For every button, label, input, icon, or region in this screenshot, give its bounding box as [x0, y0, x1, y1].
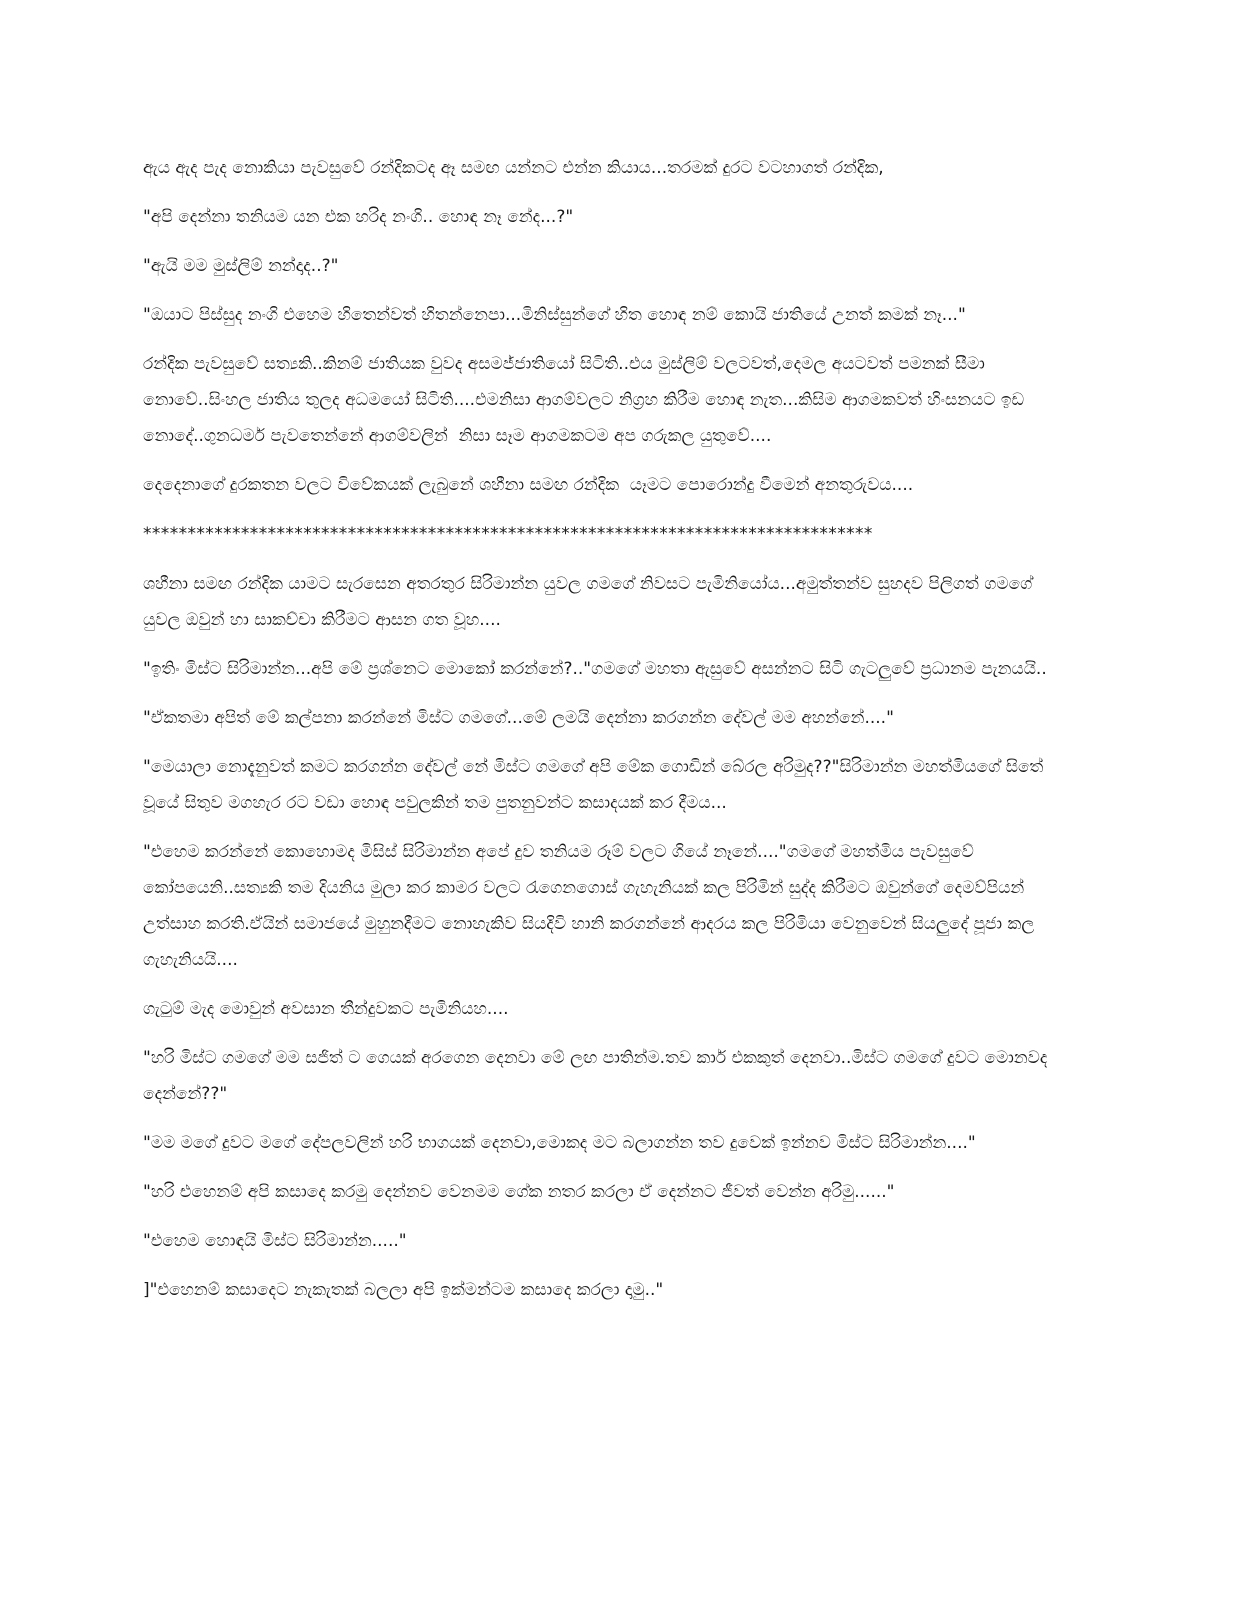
paragraph-17: ]"එහෙනම් කසාදෙට නැකැතක් බලලා අපි ඉක්මන්ටම කසාදෙ කරලා දාමු.."	[143, 1280, 664, 1300]
section-separator: **********************************************************************************	[143, 524, 873, 544]
paragraph-9: "ඒකතමා අපිත් මේ කල්පනා කරන්නේ මිස්ට ගමගේ...මේ ලමයි දෙන්නා කරගන්න දේවල් මම අහන්නේ...."	[143, 708, 894, 728]
paragraph-15: "හරි එහෙනම් අපි කසාදෙ කරමු දෙන්නව වෙනමම ගේක නතර කරලා ඒ දෙන්නට ජීවත් වෙන්න අරිමු......"	[143, 1182, 895, 1202]
paragraph-10: "මෙයාලා නොදැනුවත් කමට කරගන්න දේවල් නේ මිස්ට ගමගේ අපි මේක ගොඩින් බේරල අරිමුද??"සිරිමාන්න මහත්මියගේ සිතේ වූයේ සිතුව මගහැර රට වඩා හොඳ පවුලකින් තම පුතනුවන්ට කසාදයක් කර දීමය...	[143, 757, 1049, 813]
paragraph-14: "මම මගේ දුවට මගේ දේපලවලින් හරි භාගයක් දෙනවා,මොකද මට බලාගන්න තව දුවෙක් ඉන්නව මිස්ට සිරිමාන්න...."	[143, 1133, 976, 1153]
document-page	[143, 150, 1068, 1321]
paragraph-3: "ඇයි මම මුස්ලිම් නන්දාද..?"	[143, 256, 339, 276]
paragraph-1: ඇය ඇද පැද නොකියා පැවසුවේ රන්දිකටද ඈ සමඟ යන්නට එන්න කියාය...තරමක් දුරට වටහාගත් රන්දික,	[143, 158, 884, 178]
paragraph-11: "එහෙම කරන්නේ කොහොමද මිසිස් සිරිමාන්න අපේ දුව තනියම රූම් වලට ගියේ නෑනේ...."ගමගේ මහත්මිය පැවසුවේ කෝපයෙනි..සත්‍යකි තම දියනිය මුලා කර කාමර වලට රැගෙනගොස් ගැහැනියක් කල පිරිමින් සුද්ද කිරීමට ඔවුන්ගේ දෙමව්පියන් උත්සාහ කරති.ඒයින් සමාජයේ මුහුනදීමට නොහැකිව සියදිවි හානි කරගන්නේ ආදරය කල පිරිමියා වෙනුවෙන් සියලුදේ පූජා කල ගැහැනියයි....	[143, 842, 1040, 970]
paragraph-13: "හරි මිස්ට ගමගේ මම සජිත් ට ගෙයක් අරගෙන දෙනවා මේ ලඟ පාතින්ම.තව කාර් එකකුත් දෙනවා..මිස්ට ගමගේ දුවට මොනවද දෙන්නේ??"	[143, 1048, 1053, 1104]
paragraph-6: දෙදෙනාගේ දුරකතන වලට විවේකයක් ලැබුනේ ශහීනා සමඟ රන්දික යෑමට පොරොන්දු වීමෙන් අනතුරුවය....	[143, 475, 914, 495]
paragraph-2: "අපි දෙන්නා තනියම යන එක හරිද නංගි.. හොඳ නෑ නේද...?"	[143, 207, 574, 227]
paragraph-5: රන්දික පැවසුවේ සත්‍යකි..කිනම් ජාතියක වුවද අසමජ්ජාතියෝ සිටිති..එය මුස්ලිම් වලටවත්,දෙමල අයටවත් පමනක් සීමා නොවේ..සිංහල ජාතිය තුලද අධමයෝ සිටිති....එමනිසා ආගම්වලට නිග්‍රහ කිරීම හොඳ නැත...කිසිම ආගමකවත් හිංසනයට ඉඩ නොදේ..ගුනධර්ම පැවතෙන්නේ ආගම්වලින් නිසා සෑම ආගමකටම අප ගරුකල යුතුවේ....	[143, 354, 1030, 446]
paragraph-4: "ඔයාට පිස්සුද නංගි එහෙම හිතෙන්වත් හිතන්නෙපා...මිනිස්සුන්ගේ හිත හොඳ නම් කොයි ජාතියේ උනත් කමක් නෑ..."	[143, 305, 966, 325]
paragraph-12: ගැටුම් මැද මොවුන් අවසාන තීන්දුවකට පැමිනියහ....	[143, 999, 509, 1019]
paragraph-8: "ඉතිං මිස්ට සිරිමාන්න...අපි මේ ප්‍රශ්නෙට මොකෝ කරන්නේ?.."ගමගේ මහතා ඇසුවේ අසන්නට සිටි ගැටලුවේ ප්‍රධානම පැනයයි..	[143, 659, 1047, 679]
paragraph-16: "එහෙම හොඳයි මිස්ට සිරිමාන්න....."	[143, 1231, 407, 1251]
paragraph-7: ශහීනා සමඟ රන්දික යාමට සැරසෙන අතරතුර සිරිමාන්න යුවල ගමගේ නිවසට පැමිනියෝය...අමුත්තන්ව සුහදව පිලිගත් ගමගේ යුවල ඔවුන් හා සාකච්චා කිරීමට ආසන ගත වූහ....	[143, 574, 1038, 630]
